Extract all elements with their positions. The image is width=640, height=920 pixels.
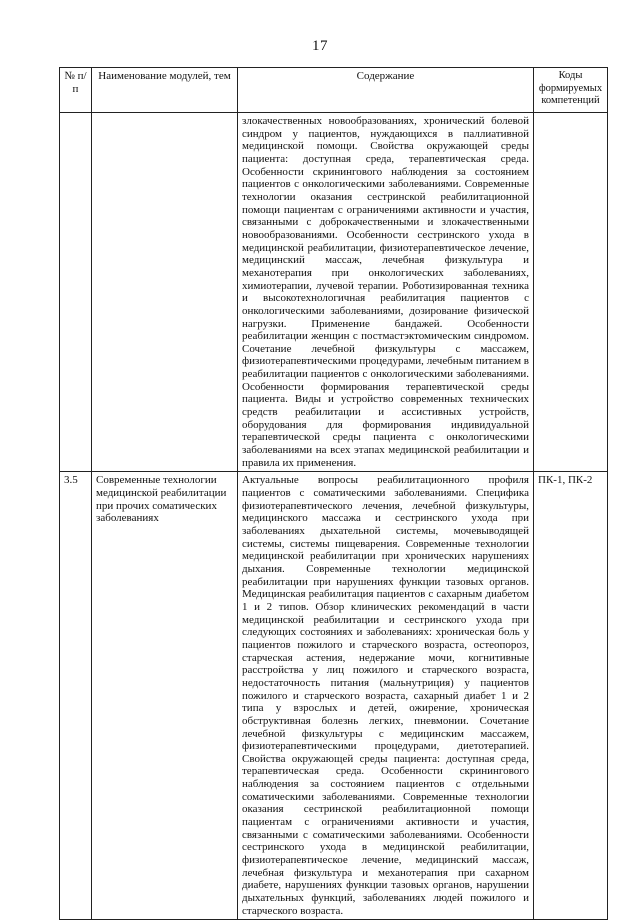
row-competence-codes [534,113,608,472]
row-content: злокачественных новообразованиях, хронический болевой синдром у пациентов, нуждающихся в паллиативной медицинской помощи. Свойства окружающей среды пациента: доступная среда, терапевтическая среда. Особенности скринингового наблюдения за состоянием пациентов с онкологическими заболеваниями. Современные технологии оказания сестринской реабилитационной помощи пациентам с ограничениями активности и участия, связанными с доброкачественными и злокачественными новообразованиями. Особенности сестринского ухода в медицинской реабилитации, физиотерапевтическое лечение, медицинский массаж, лечебная физкультура и механотерапия при онкологических заболеваниях, химиотерапии, лучевой терапии. Роботизированная техника и высокотехнологичная реабилитация пациентов с онкологическими заболеваниями, дозирование физической нагрузки. Применение бандажей. Особенности реабилитации женщин с постмастэктомическим синдромом. Сочетание лечебной физкультуры с массажем, физиотерапевтическими процедурами, лечебным питанием в реабилитации пациентов с онкологическими заболеваниями. Особенности формирования терапевтической среды пациента. Виды и устройство современных технических средств реабилитации и ассистивных устройств, оборудования для формирования индивидуальной терапевтической среды пациента с онкологическими заболеваниями на всех этапах медицинской реабилитации и правила их применения. [238,113,534,472]
row-module-name: Современные технологии медицинской реабилитации при прочих соматических заболеваниях [92,472,238,920]
row-module-name [92,113,238,472]
table-row [60,113,608,472]
header-num: № п/п [60,68,92,113]
program-table [59,67,608,920]
header-module-name: Наименование модулей, тем [92,68,238,113]
table-header-row [60,68,608,113]
page-number: 17 [312,38,328,54]
row-content: Актуальные вопросы реабилитационного профиля пациентов с соматическими заболеваниями. Специфика физиотерапевтического лечения, лечебной физкультуры, медицинского массажа и сестринского ухода при заболеваниях дыхательной системы, мочевыводящей системы, системы пищеварения. Современные технологии медицинской реабилитации при хронических нарушениях дыхания. Современные технологии медицинской реабилитации при нарушениях функции тазовых органов. Медицинская реабилитация пациентов с сахарным диабетом 1 и 2 типов. Обзор клинических рекомендаций в части медицинской реабилитации и сестринского ухода при следующих состояниях и заболеваниях: хроническая боль у пациентов пожилого и старческого возраста, остеопороз, старческая астения, недержание мочи, когнитивные расстройства у лиц пожилого и старческого возраста, недостаточность питания (мальнутриция) у пациентов пожилого и старческого возраста, сахарный диабет 1 и 2 типа у взрослых и детей, ожирение, хроническая обструктивная болезнь легких, пневмонии. Сочетание лечебной физкультуры с медицинским массажем, физиотерапевтическими процедурами, диетотерапией. Свойства окружающей среды пациента: доступная среда, терапевтическая среда. Особенности скринингового наблюдения за состоянием пациентов с отдельными соматическими заболеваниями. Современные технологии оказания сестринской реабилитационной помощи пациентам с ограничениями активности и участия, связанными с соматическими заболеваниями. Особенности сестринского ухода в медицинской реабилитации, физиотерапевтическое лечение, медицинский массаж, лечебная физкультура и механотерапия при сахарном диабете, нарушениях функции тазовых органов, нарушении дыхательных функций, заболеваниях людей пожилого и старческого возраста. [238,472,534,920]
row-competence-codes: ПК-1, ПК-2 [534,472,608,920]
row-num: 3.5 [60,472,92,920]
row-num [60,113,92,472]
header-competence-codes: Коды формируемых компетенций [534,68,608,113]
header-content: Содержание [238,68,534,113]
table-row [60,472,608,920]
